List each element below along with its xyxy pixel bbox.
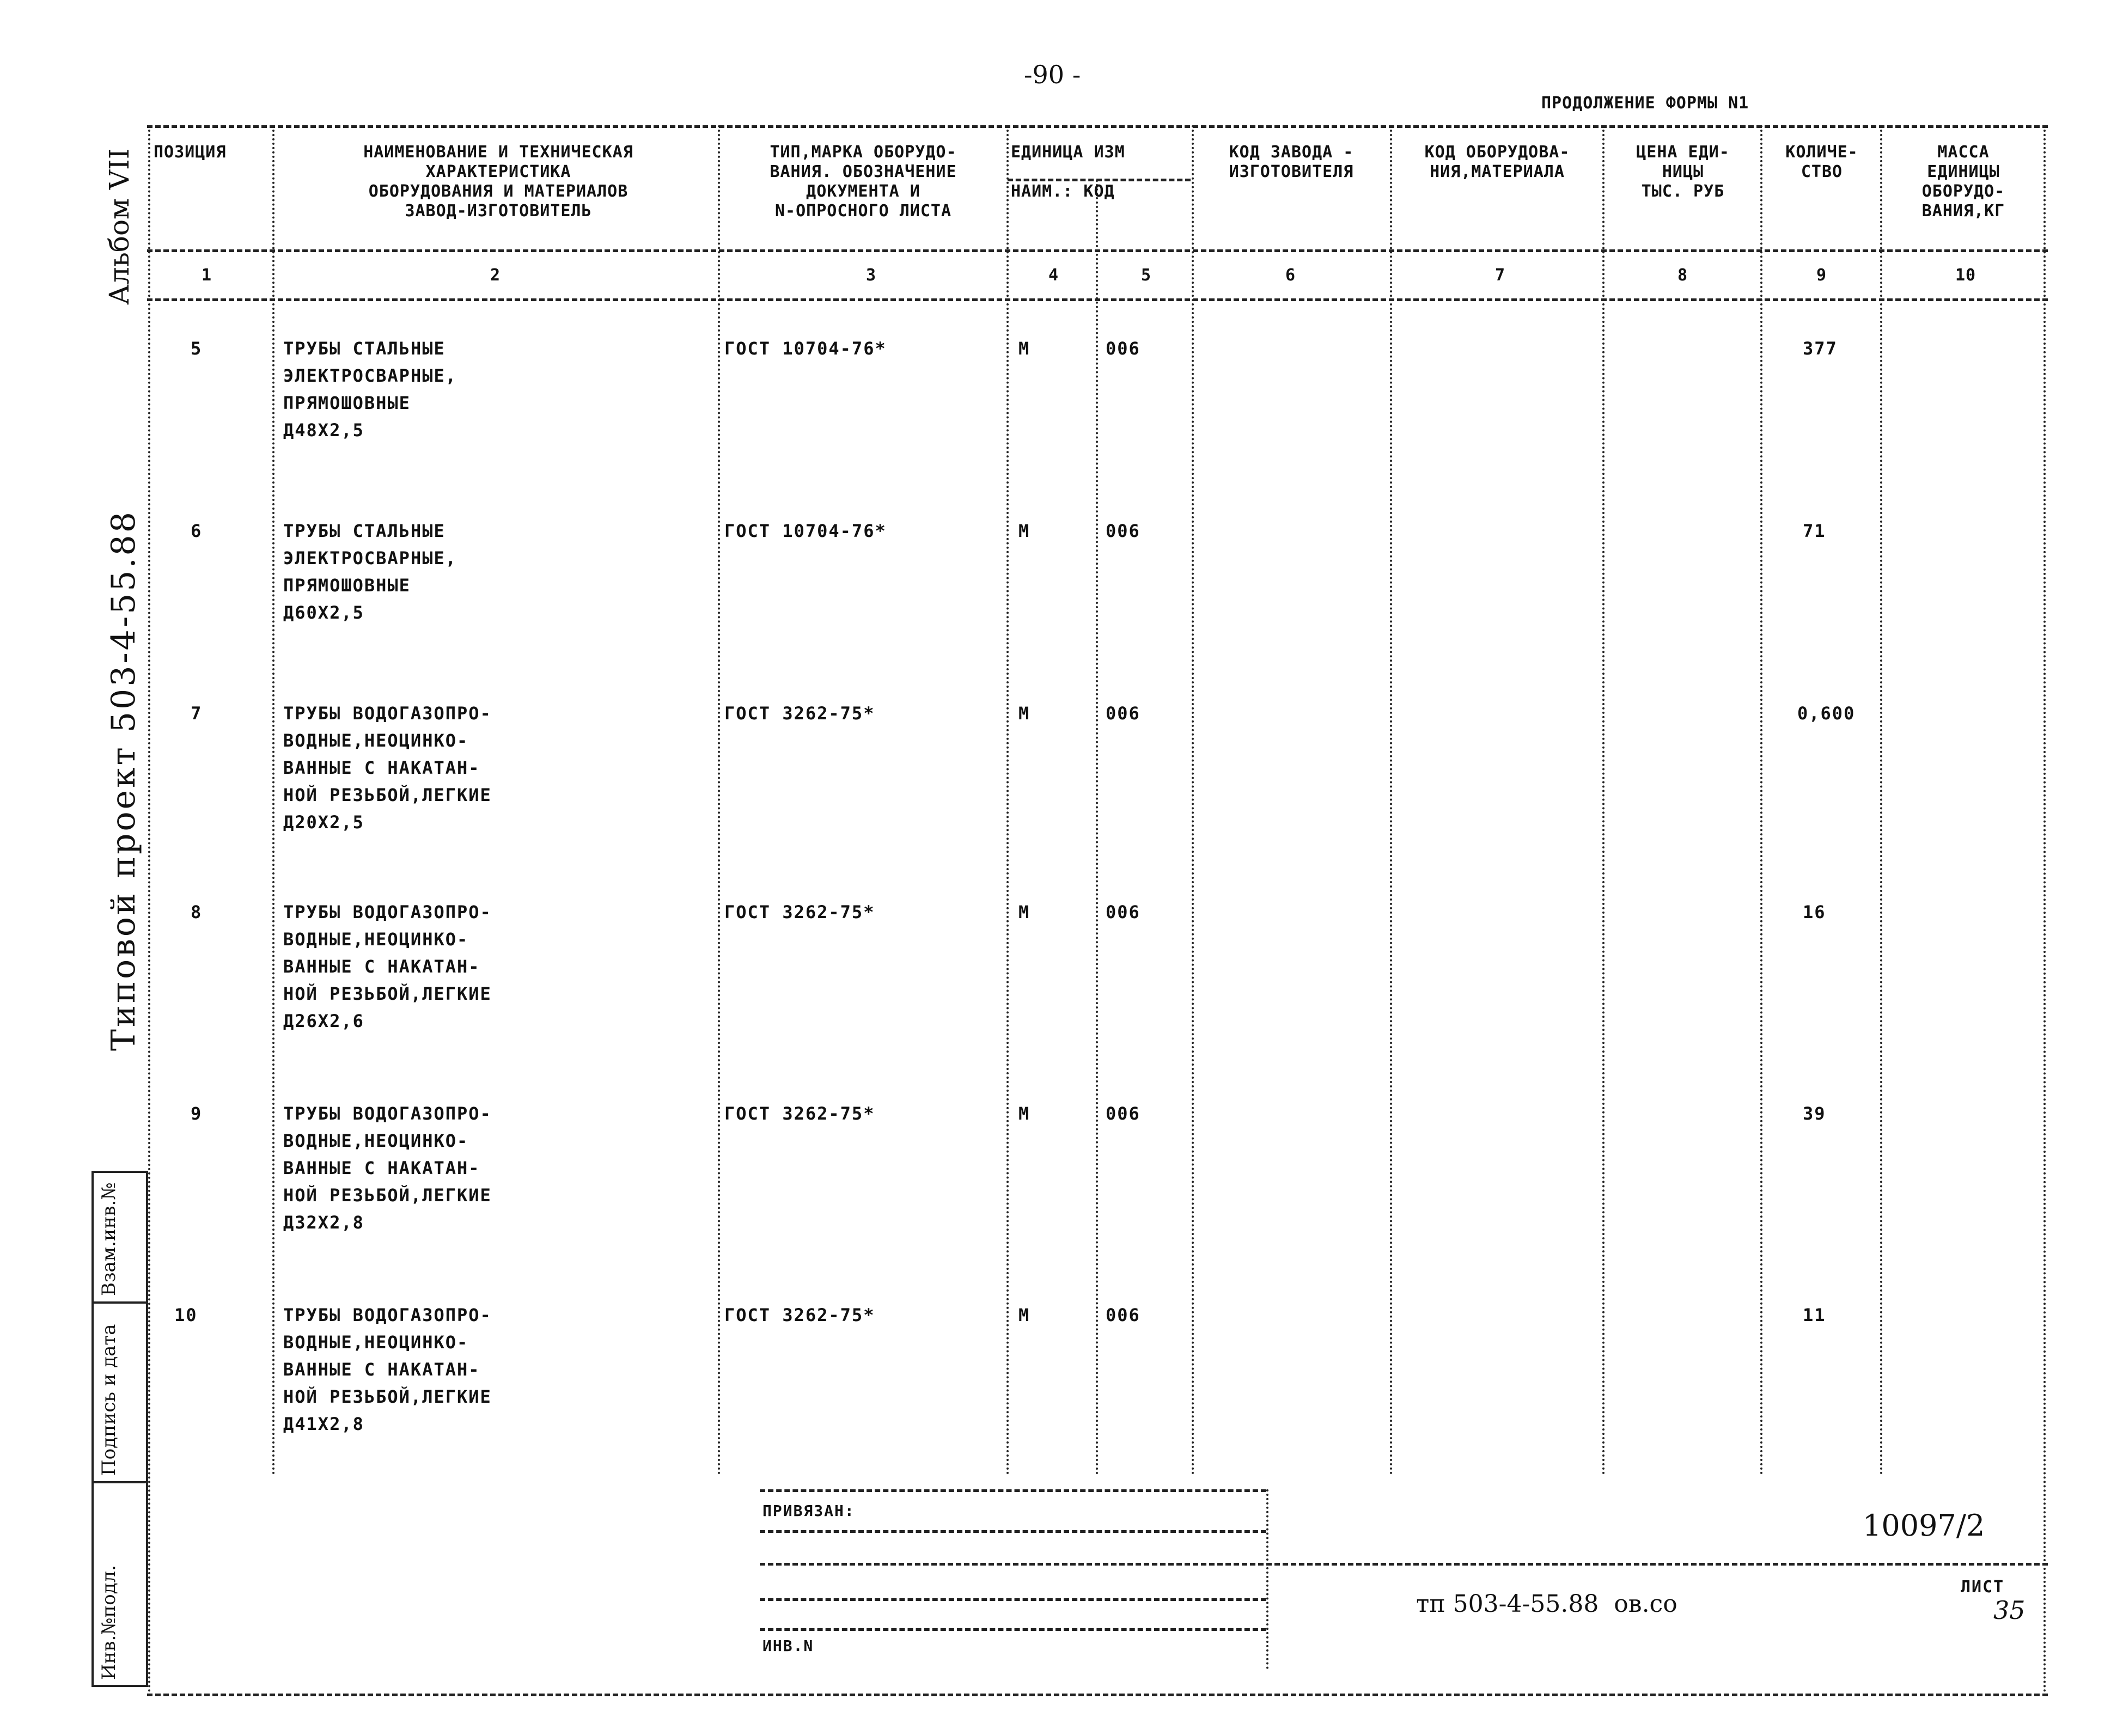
row-unit: М [1018,1103,1030,1124]
row-name-line: ПРЯМОШОВНЫЕ [283,393,411,413]
row-name-line: ВАННЫЕ С НАКАТАН- [283,1359,480,1380]
colnum-3: 3 [866,266,877,285]
row-quantity: 377 [1803,338,1838,359]
row-name-line: Д32Х2,8 [283,1212,364,1233]
table-bottom-rule [147,1694,2048,1696]
row-position: 5 [191,338,203,359]
col-sep [2043,125,2046,1694]
header-qty: КОЛИЧЕ- СТВО [1785,143,1858,181]
row-unit-code: 006 [1106,338,1140,359]
col-sep [272,125,274,1476]
footer-sep [1266,1489,1268,1669]
page-number: -90 - [1024,60,1081,89]
row-name-line: ТРУБЫ ВОДОГАЗОПРО- [283,703,492,724]
header-mass: МАССА ЕДИНИЦЫ ОБОРУДО- ВАНИЯ,КГ [1921,143,2005,221]
row-name-line: Д26Х2,6 [283,1011,364,1031]
row-name-line: ЭЛЕКТРОСВАРНЫЕ, [283,365,457,386]
row-position: 6 [191,521,203,541]
row-unit-code: 006 [1106,1103,1140,1124]
row-document: ГОСТ 3262-75* [724,902,875,922]
footer-rule [760,1563,2048,1566]
colnum-9: 9 [1816,266,1827,285]
colnum-7: 7 [1495,266,1506,285]
row-name-line: ВОДНЫЕ,НЕОЦИНКО- [283,929,469,950]
col-sep [1602,125,1605,1476]
col-sep [718,125,720,1476]
row-quantity: 11 [1803,1305,1826,1325]
row-name-line: ВАННЫЕ С НАКАТАН- [283,1158,480,1178]
colnum-8: 8 [1677,266,1688,285]
row-unit: М [1018,703,1030,724]
footer-rule [760,1489,1266,1492]
table-top-rule [147,125,2048,128]
row-position: 10 [174,1305,198,1325]
row-name-line: ВОДНЫЕ,НЕОЦИНКО- [283,1332,469,1353]
row-position: 9 [191,1103,203,1124]
privyazan-label: ПРИВЯЗАН: [762,1502,855,1520]
stamp-divider [91,1481,146,1483]
row-unit-code: 006 [1106,521,1140,541]
inv-label: ИНВ.N [762,1637,814,1655]
stamp-replace-label: Взам.инв.№ [98,1182,120,1296]
stamp-divider [91,1301,146,1304]
header-position: ПОЗИЦИЯ [154,143,227,162]
col-sep [1390,125,1392,1476]
row-position: 8 [191,902,203,922]
row-name-line: НОЙ РЕЗЬБОЙ,ЛЕГКИЕ [283,1386,492,1407]
album-label: Альбом VII [103,148,135,305]
row-name-line: ТРУБЫ ВОДОГАЗОПРО- [283,1103,492,1124]
row-name-line: ВОДНЫЕ,НЕОЦИНКО- [283,1130,469,1151]
row-quantity: 39 [1803,1103,1826,1124]
row-name-line: Д48Х2,5 [283,420,364,441]
row-name-line: ПРЯМОШОВНЫЕ [283,575,411,596]
row-unit: М [1018,902,1030,922]
colnum-5: 5 [1141,266,1152,285]
row-name-line: ТРУБЫ ВОДОГАЗОПРО- [283,902,492,922]
row-name-line: ВАННЫЕ С НАКАТАН- [283,757,480,778]
header-material-code: КОД ОБОРУДОВА- НИЯ,МАТЕРИАЛА [1424,143,1570,181]
col-sep [1006,125,1009,1476]
col-sep [1192,125,1194,1476]
col-sep [1880,125,1882,1476]
sheet-number: 35 [1993,1596,2026,1625]
header-unit: ЕДИНИЦА ИЗМ НАИМ.: КОД [1011,143,1125,201]
row-name-line: Д60Х2,5 [283,602,364,623]
header-price: ЦЕНА ЕДИ- НИЦЫ ТЫС. РУБ [1636,143,1730,201]
colnum-2: 2 [490,266,501,285]
document-code: тп 503-4-55.88 ов.со [1416,1590,1677,1618]
colnum-4: 4 [1048,266,1059,285]
continuation-title: ПРОДОЛЖЕНИЕ ФОРМЫ N1 [1541,94,1749,113]
row-name-line: ВАННЫЕ С НАКАТАН- [283,956,480,977]
row-position: 7 [191,703,203,724]
stamp-inv-label: Инв.№подл. [98,1565,120,1680]
row-name-line: ЭЛЕКТРОСВАРНЫЕ, [283,548,457,569]
header-factory-code: КОД ЗАВОДА - ИЗГОТОВИТЕЛЯ [1229,143,1354,181]
row-document: ГОСТ 3262-75* [724,1305,875,1325]
stamp-sign-label: Подпись и дата [98,1324,120,1476]
row-name-line: ВОДНЫЕ,НЕОЦИНКО- [283,730,469,751]
project-label: Типовой проект 503-4-55.88 [105,510,143,1051]
header-type: ТИП,МАРКА ОБОРУДО- ВАНИЯ. ОБОЗНАЧЕНИЕ ДОКУМЕНТА И N-ОПРОСНОГО ЛИСТА [770,143,957,221]
row-unit: М [1018,338,1030,359]
colnum-10: 10 [1955,266,1976,285]
colnum-6: 6 [1285,266,1296,285]
footer-rule [760,1530,1266,1533]
row-name-line: Д41Х2,8 [283,1414,364,1434]
row-name-line: НОЙ РЕЗЬБОЙ,ЛЕГКИЕ [283,983,492,1004]
row-unit-code: 006 [1106,703,1140,724]
sheet-label: ЛИСТ [1961,1578,2005,1597]
row-document: ГОСТ 10704-76* [724,521,887,541]
row-quantity: 71 [1803,521,1826,541]
row-name-line: НОЙ РЕЗЬБОЙ,ЛЕГКИЕ [283,1185,492,1206]
col-sep [1760,125,1762,1476]
row-quantity: 0,600 [1797,703,1856,724]
row-unit: М [1018,1305,1030,1325]
row-document: ГОСТ 3262-75* [724,1103,875,1124]
row-document: ГОСТ 3262-75* [724,703,875,724]
row-quantity: 16 [1803,902,1826,922]
footer-rule [760,1628,1266,1631]
row-document: ГОСТ 10704-76* [724,338,887,359]
col-sep [1096,180,1098,1476]
row-unit-code: 006 [1106,902,1140,922]
row-name-line: ТРУБЫ ВОДОГАЗОПРО- [283,1305,492,1325]
row-name-line: НОЙ РЕЗЬБОЙ,ЛЕГКИЕ [283,785,492,805]
row-unit-code: 006 [1106,1305,1140,1325]
row-name-line: ТРУБЫ СТАЛЬНЫЕ [283,338,446,359]
handwritten-number: 10097/2 [1863,1508,1985,1543]
row-name-line: ТРУБЫ СТАЛЬНЫЕ [283,521,446,541]
row-name-line: Д20Х2,5 [283,812,364,833]
header-name: НАИМЕНОВАНИЕ И ТЕХНИЧЕСКАЯ ХАРАКТЕРИСТИКА ОБОРУДОВАНИЯ И МАТЕРИАЛОВ ЗАВОД-ИЗГОТОВИТЕЛЬ [363,143,633,221]
row-unit: М [1018,521,1030,541]
footer-rule [760,1598,1266,1601]
colnum-1: 1 [202,266,212,285]
col-sep [148,125,150,1694]
